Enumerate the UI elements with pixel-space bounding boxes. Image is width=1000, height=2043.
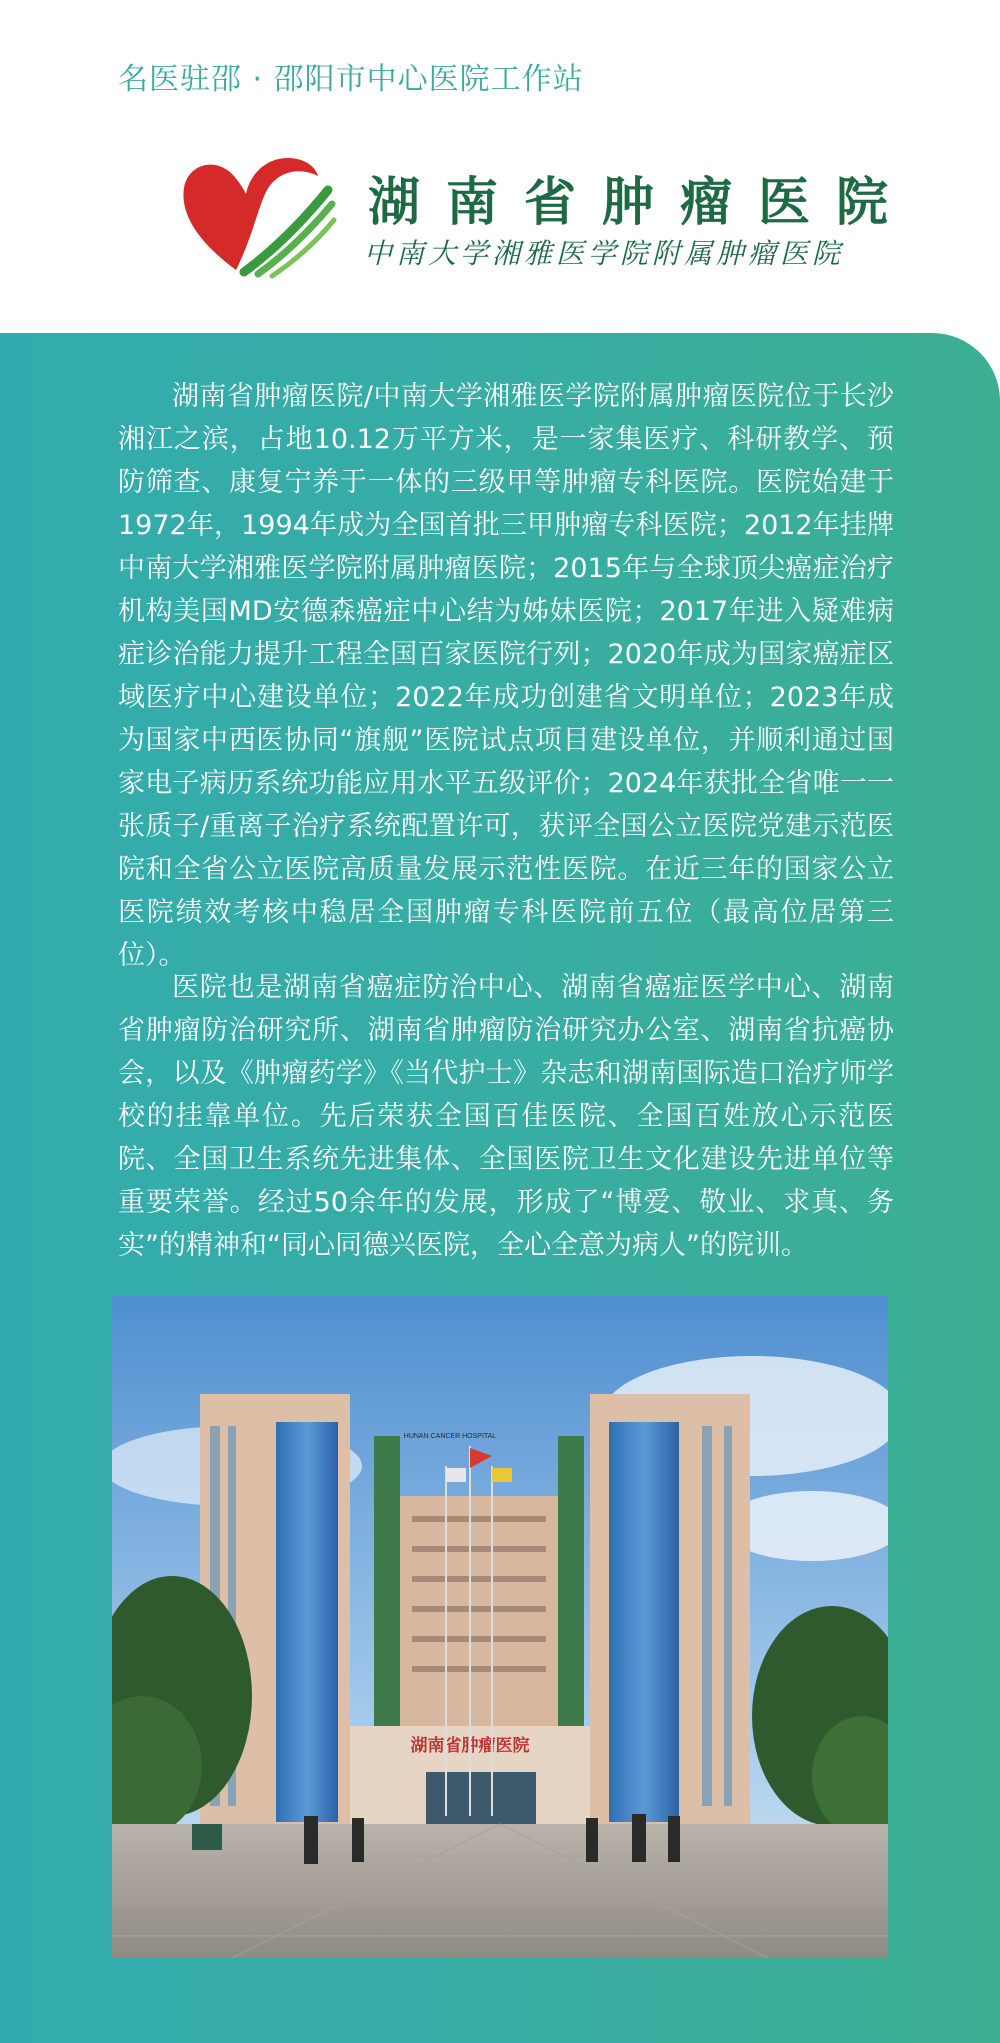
honors-paragraph: 医院也是湖南省癌症防治中心、湖南省癌症医学中心、湖南省肿瘤防治研究所、湖南省肿瘤防治研究办公室、湖南省抗癌协会，以及《肿瘤药学》《当代护士》杂志和湖南国际造口治疗师学校的挂靠单位。先后荣获全国百佳医院、全国百姓放心示范医院、全国卫生系统先进集体、全国医院卫生文化建设先进单位等重要荣誉。经过50余年的发展，形成了“博爱、敬业、求真、务实”的精神和“同心同德兴医院，全心全意为病人”的院训。: [118, 972, 894, 1261]
building-sign-en: HUNAN CANCER HOSPITAL: [403, 1433, 497, 1440]
logo-name: 湖南省肿瘤医院: [368, 172, 915, 233]
intro-paragraph: 湖南省肿瘤医院/中南大学湘雅医学院附属肿瘤医院位于长沙湘江之滨，占地10.12万平方米，是一家集医疗、科研教学、预防筛查、康复宁养于一体的三级甲等肿瘤专科医院。医院始建于1972年，1994年成为全国首批三甲肿瘤专科医院；2012年挂牌中南大学湘雅医学院附属肿瘤医院；2015年与全球顶尖癌症治疗机构美国MD安德森癌症中心结为姊妹医院；2017年进入疑难病症诊治能力提升工程全国百家医院行列；2020年成为国家癌症区域医疗中心建设单位；2022年成功创建省文明单位；2023年成为国家中西医协同“旗舰”医院试点项目建设单位，并顺利通过国家电子病历系统功能应用水平五级评价；2024年获批全省唯一一张质子/重离子治疗系统配置许可，获评全国公立医院党建示范医院和全省公立医院高质量发展示范性医院。在近三年的国家公立医院绩效考核中稳居全国肿瘤专科医院前五位（最高位居第三位）。: [118, 381, 894, 971]
hospital-logo: [178, 148, 915, 288]
hospital-building-photo: [112, 1296, 888, 1958]
page-title: 名医驻邵 · 邵阳市中心医院工作站: [118, 62, 584, 97]
building-sign: 湖南省肿瘤医院: [410, 1736, 530, 1755]
logo-subtitle: 中南大学湘雅医学院附属肿瘤医院: [364, 237, 845, 270]
heart-ribbon-logo-icon: [178, 152, 338, 282]
